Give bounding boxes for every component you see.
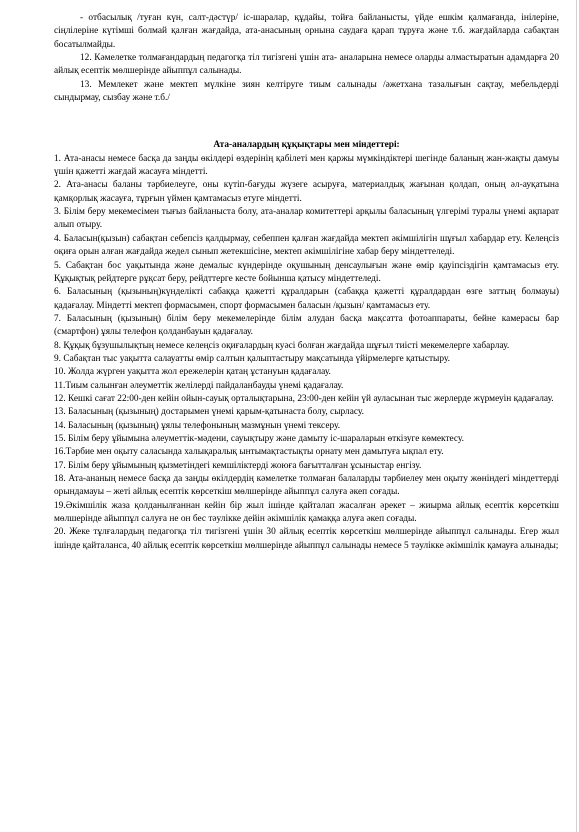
list-item: 2. Ата-анасы баланы тәрбиелеуге, оны күтіп-бағуды жүзеге асыруға, материалдық жағынан қолдап, оның әл-ауқатына қамқорлық жасауға, тұрғын үймен қамтамасыз етуге міндетті. xyxy=(54,180,559,204)
list-item: 5. Сабақтан бос уақытында және демалыс күндерінде оқушының денсаулығын және өмір қауіпсіздігін қамтамасыз ету. Құқықтық рейдтерге рұқсат беру, рейдттерге кесте бойынша қатысу міндеттеледі. xyxy=(54,260,559,284)
list-item: 18. Ата-ананың немесе басқа да заңды өкілдердің кәмелетке толмаған балаларды тәрбиелеу мен оқыту жөніндегі міндеттерді орындамауы – жеті айлық есептік көрсеткіш мөлшерінде айыппұл салуға әкеп соғады. xyxy=(54,474,559,498)
duties-list xyxy=(54,153,559,553)
page-edge-divider xyxy=(576,0,577,832)
list-item: 3. Білім беру мекемесімен тығыз байланыста болу, ата-аналар комитеттері арқылы баласының үлгерімі туралы үнемі ақпарат алып отыру. xyxy=(54,207,559,231)
list-item: 11.Тиым салынған әлеуметтік желілерді пайдаланбауды үнемі қадағалау. xyxy=(54,380,344,391)
list-item: 15. Білім беру ұйымына әлеуметтік-мәдени, сауықтыру және дамыту іс-шараларын өткізуге көмектесу. xyxy=(54,433,465,444)
list-item: 8. Құқық бұзушылықтың немесе келеңсіз оқиғалардың куәсі болған жағдайда шұғыл тиісті мекемелерге хабарлау. xyxy=(54,340,510,351)
intro-paragraph-2: 12. Кәмелетке толмағандардың педагогқа тіл тигізгені үшін ата- аналарына немесе оларды алмастыратын адамдарға 20 айлық есептік мөлшерінде айыппұл салынады. xyxy=(54,53,559,77)
list-item: 20. Жеке тұлғалардың педагогқа тіл тигізгені үшін 30 айлық есептік көрсеткіш мөлшерінде айыппұл салынады. Егер жыл ішінде қайталанса, 40 айлық есептік көрсеткіш мөлшерінде айыппұл салынады немесе 5 тәулікке әкімшілік қамауға алынады; xyxy=(54,527,559,551)
list-item: 10. Жолда жүрген уақытта жол ережелерін қатаң ұстануын қадағалау. xyxy=(54,367,331,378)
list-item: 9. Сабақтан тыс уақытта салауатты өмір салтын қалыптастыру мақсатында үйірмелерге қатыстыру. xyxy=(54,353,450,364)
intro-paragraph-1: - отбасылық /туған күн, салт-дәстүр/ іс-шаралар, құдайы, тойға байланысты, үйде ешкім қалмағанда, інілеріне, сіңлілеріне күтімші болмай қалған жағдайда, ата-анасының орнына саудаға қарап тұруға және т.б. жағдайларда сабақтан босатылмайды. xyxy=(54,13,559,50)
section-spacer xyxy=(54,105,559,139)
list-item: 6. Баласының (қызының)күнделікті сабаққа қажетті құралдарын (сабаққа қажетті құралдардан өзге заттың болмауы) қадағалау. Міндетті мектеп формасымен, спорт формасымен баласын /қызын/ қамтамасыз ету. xyxy=(54,287,559,311)
list-item: 14. Баласының (қызының) ұялы телефонының мазмұнын үнемі тексеру. xyxy=(54,420,341,431)
section-title: Ата-аналардың құқықтары мен міндеттері: xyxy=(213,140,400,151)
list-item: 13. Баласының (қызының) достарымен үнемі қарым-қатынаста болу, сырласу. xyxy=(54,407,364,418)
list-item: 12. Кешкі сағат 22:00-ден кейін ойын-сауық орталықтарына, 23:00-ден кейін үй ауласынан тыс жерлерде жүрмеуін қадағалау. xyxy=(54,393,554,404)
list-item: 17. Білім беру ұйымының қызметіндегі кемшіліктерді жоюға бағытталған ұсыныстар енгізу. xyxy=(54,460,422,471)
list-item: 1. Ата-анасы немесе басқа да заңды өкілдері өздерінің қабілеті мен қаржы мүмкіндіктері шегінде баланың жан-жақты дамуы үшін қажетті жағдай жасауға міндетті. xyxy=(54,153,559,178)
list-item: 19.Әкімшілік жаза қолданылғаннан кейін бір жыл ішінде қайталап жасалған әрекет – жиырма айлық есептік көрсеткіш мөлшерінде айыппұл салуға не он бес тәулікке дейін әкімшілік қамаққа алуға әкеп соғады. xyxy=(54,500,559,525)
list-item: 4. Баласын(қызын) сабақтан себепсіз қалдырмау, себеппен қалған жағдайда мектеп әкімшілігін шұғыл хабардар ету. Келеңсіз оқиға орын алған жағдайда жедел сынып жетекшісіне, мектеп әкімшілігіне хабар беру міндеттеледі. xyxy=(54,233,559,258)
intro-paragraph-3: 13. Мемлекет және мектеп мүлкіне зиян келтіруге тиым салынады /әжетхана тазалығын сақтау, мебельдерді сындырмау, сызбау және т.б./ xyxy=(54,79,559,104)
list-item: 7. Баласының (қызының) білім беру мекемелерінде білім алудан басқа мақсатта фотоаппараты, бейне камерасы бар (смартфон) ұялы телефон қолданбауын қадағалау. xyxy=(54,313,559,338)
list-item: 16.Тәрбие мен оқыту саласында халықаралық ынтымақтастықты орнату мен дамытуға ықпал ету. xyxy=(54,447,444,458)
